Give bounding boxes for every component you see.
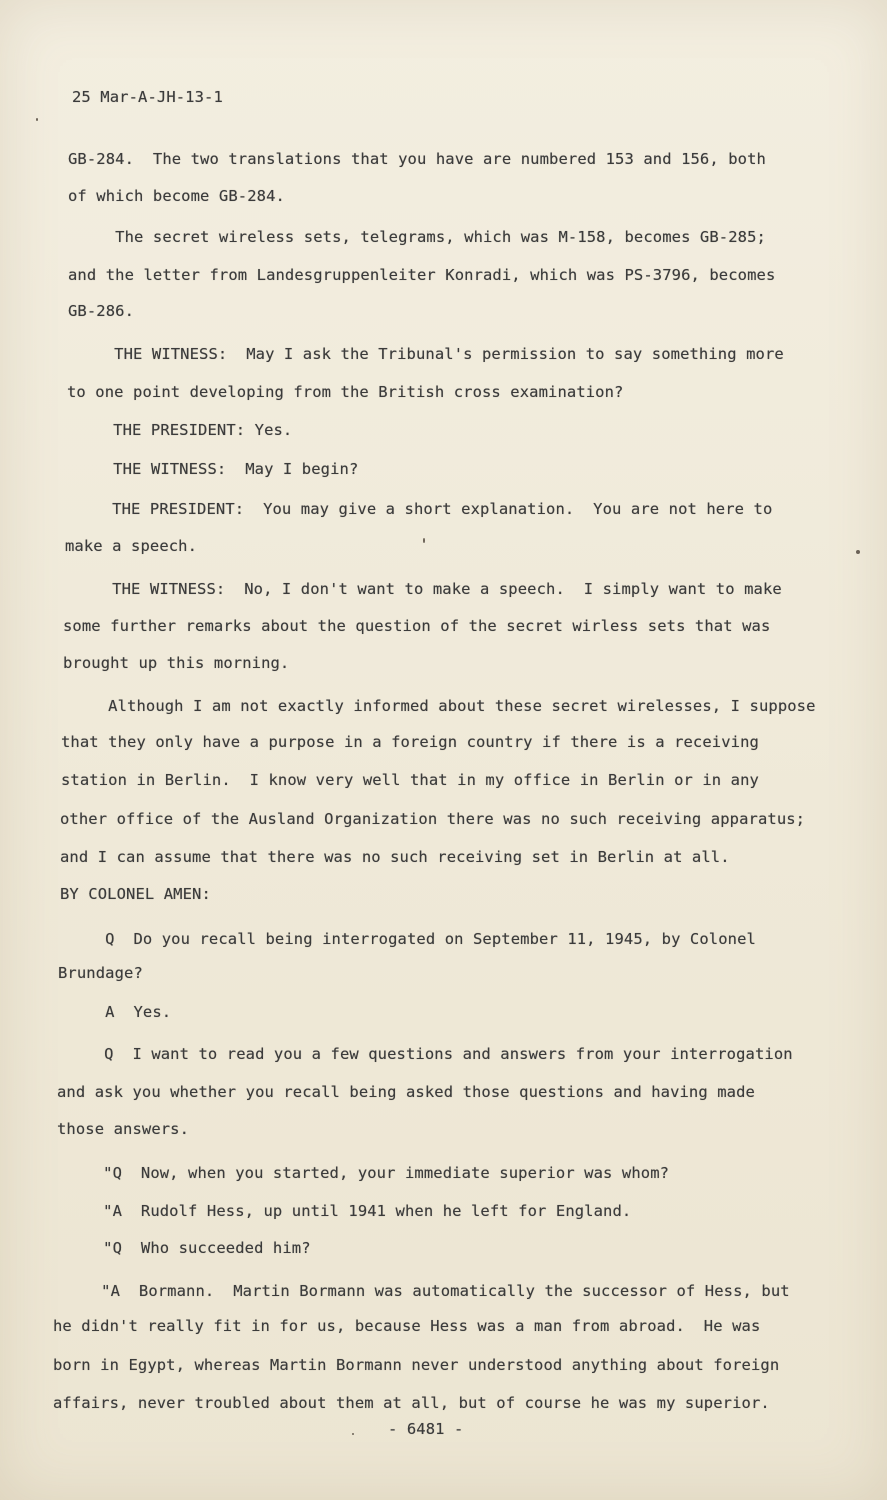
text-line: "A Bormann. Martin Bormann was automatically the successor of Hess, but: [54, 1282, 790, 1300]
text-line: The secret wireless sets, telegrams, which was M-158, becomes GB-285;: [68, 228, 766, 246]
text-line: that they only have a purpose in a foreign country if there is a receiving: [61, 733, 759, 751]
text-line: THE PRESIDENT: Yes.: [66, 421, 293, 439]
text-line: and I can assume that there was no such receiving set in Berlin at all.: [60, 848, 730, 866]
text-line: Q I want to read you a few questions and answers from your interrogation: [57, 1045, 793, 1063]
text-line: Although I am not exactly informed about these secret wirelesses, I suppose: [61, 697, 816, 715]
text-line: Q Do you recall being interrogated on September 11, 1945, by Colonel: [58, 930, 756, 948]
text-line: THE WITNESS: May I ask the Tribunal's permission to say something more: [67, 345, 784, 363]
text-line: brought up this morning.: [63, 654, 290, 672]
text-line: station in Berlin. I know very well that in my office in Berlin or in any: [61, 771, 759, 789]
text-line: born in Egypt, whereas Martin Bormann never understood anything about foreign: [53, 1356, 780, 1374]
text-line: A Yes.: [58, 1003, 172, 1021]
text-line: GB-286.: [68, 302, 135, 320]
text-line: "A Rudolf Hess, up until 1941 when he left for England.: [56, 1202, 632, 1220]
text-line: he didn't really fit in for us, because Hess was a man from abroad. He was: [53, 1317, 761, 1335]
paper-speck: [423, 538, 425, 543]
text-line: to one point developing from the British cross examination?: [67, 383, 624, 401]
text-line: GB-284. The two translations that you have are numbered 153 and 156, both: [68, 150, 766, 168]
text-line: Brundage?: [58, 964, 143, 982]
page-number: - 6481 -: [388, 1420, 464, 1438]
text-line: BY COLONEL AMEN:: [60, 885, 211, 903]
text-line: other office of the Ausland Organization there was no such receiving apparatus;: [60, 810, 806, 828]
paper-speck: [36, 118, 38, 121]
text-line: make a speech.: [65, 537, 198, 555]
text-line: THE WITNESS: May I begin?: [66, 460, 359, 478]
text-line: some further remarks about the question of the secret wirless sets that was: [63, 617, 771, 635]
text-line: "Q Who succeeded him?: [56, 1239, 311, 1257]
paper-speck: [856, 550, 860, 554]
text-line: of which become GB-284.: [68, 187, 285, 205]
text-line: those answers.: [57, 1120, 190, 1138]
paper-speck: [352, 1433, 354, 1435]
document-header-id: 25 Mar-A-JH-13-1: [72, 88, 223, 106]
text-line: "Q Now, when you started, your immediate superior was whom?: [56, 1164, 670, 1182]
text-line: and ask you whether you recall being asked those questions and having made: [57, 1083, 755, 1101]
text-line: THE PRESIDENT: You may give a short explanation. You are not here to: [65, 500, 773, 518]
text-line: affairs, never troubled about them at all, but of course he was my superior.: [53, 1394, 770, 1412]
text-line: and the letter from Landesgruppenleiter Konradi, which was PS-3796, becomes: [68, 266, 776, 284]
text-line: THE WITNESS: No, I don't want to make a speech. I simply want to make: [65, 580, 782, 598]
